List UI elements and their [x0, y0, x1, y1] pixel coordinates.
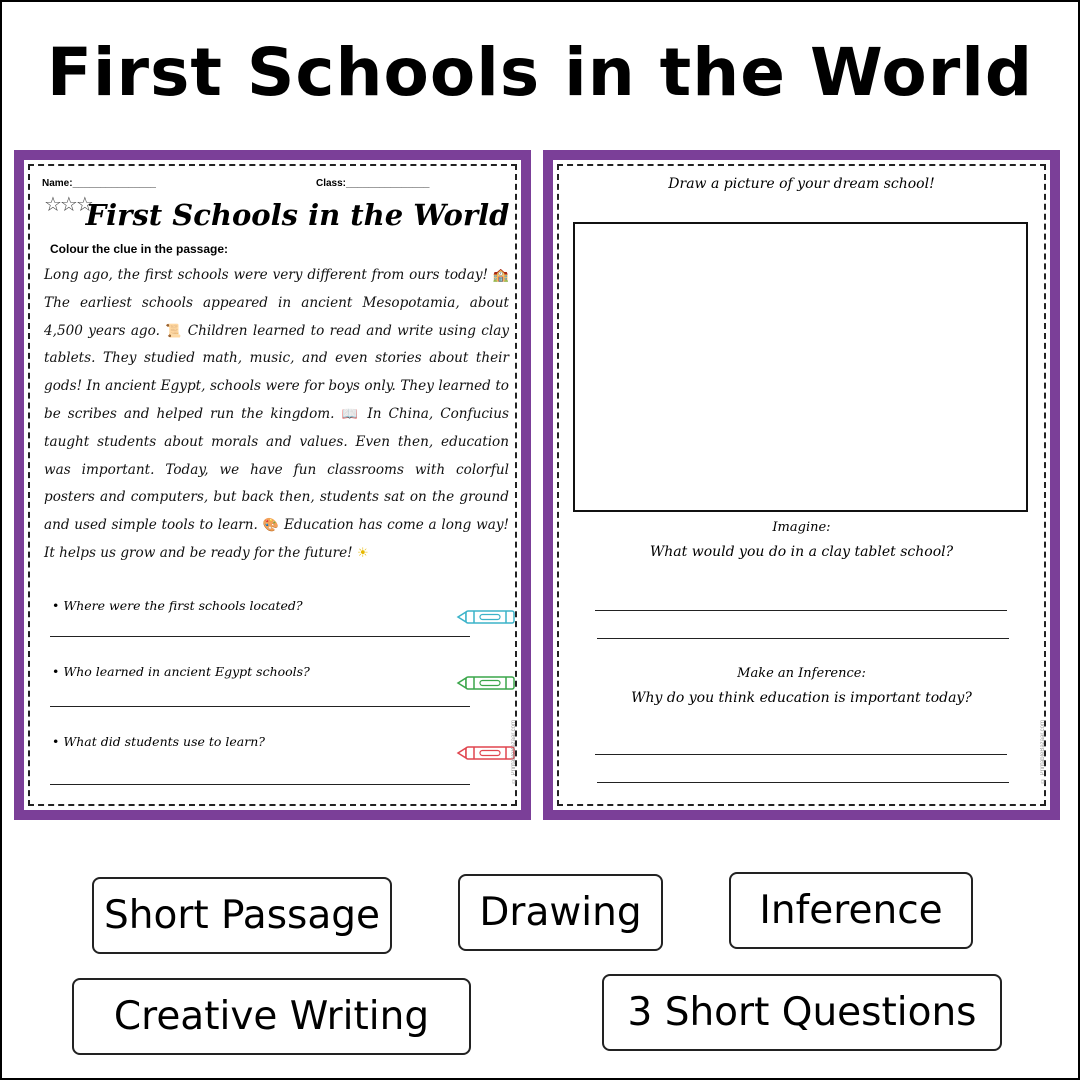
page-title: First Schools in the World: [46, 34, 1034, 111]
imagine-question: What would you do in a clay tablet school?: [649, 544, 954, 560]
passage-text: Education has come a long way! It helps us grow and be ready for the future!: [44, 517, 509, 561]
school-icon: 🏫: [492, 268, 509, 283]
worksheet-passage-page: [14, 150, 531, 820]
instruction-text: Colour the clue in the passage:: [50, 242, 229, 256]
watermark: © PrintableBazaar.com: [511, 720, 517, 784]
passage-text: Long ago, the first schools were very different from ours today!: [44, 267, 493, 283]
worksheet-inner: [553, 160, 1050, 810]
draw-prompt: Draw a picture of your dream school!: [668, 176, 935, 192]
crayon-icon-red: [456, 744, 518, 762]
question-text: Where were the first schools located?: [63, 598, 303, 613]
worksheet-title: First Schools in the World: [85, 198, 510, 232]
question-1: • Where were the first schools located?: [52, 598, 303, 613]
palette-icon: 🎨: [262, 518, 280, 534]
inference-heading: Make an Inference:: [737, 666, 866, 681]
inference-question: Why do you think education is important today?: [631, 690, 972, 706]
answer-line-2[interactable]: [50, 706, 470, 707]
drawing-box[interactable]: [573, 222, 1028, 512]
crayon-icon-blue: [456, 608, 518, 626]
question-text: What did students use to learn?: [63, 734, 265, 749]
watermark: © PrintableBazaar.com: [1040, 720, 1046, 784]
class-field-label: Class:_______________: [316, 178, 430, 189]
tag-3-short-questions: 3 Short Questions: [602, 974, 1002, 1051]
imagine-answer-line-1[interactable]: [595, 610, 1007, 611]
inference-answer-line-2[interactable]: [597, 782, 1009, 783]
question-3: • What did students use to learn?: [52, 734, 265, 749]
crayon-icon-green: [456, 674, 518, 692]
inference-answer-line-1[interactable]: [595, 754, 1007, 755]
passage-text: In China, Confucius taught students about morals and values. Even then, education was important. Today, we have fun classrooms with colorful posters and computers, but back then, students sat on the ground and used simple tools to learn.: [44, 405, 510, 534]
sun-icon: ☀: [356, 545, 369, 561]
question-text: Who learned in ancient Egypt schools?: [63, 664, 310, 679]
passage-text: Children learned to read and write using clay tablets. They studied math, music, and even stories about their gods! In ancient Egypt, schools were for boys only. They learned to be scribes and helped run the kingdom.: [44, 322, 509, 422]
tag-short-passage: Short Passage: [92, 877, 392, 954]
question-2: • Who learned in ancient Egypt schools?: [52, 664, 310, 679]
tag-creative-writing: Creative Writing: [72, 978, 471, 1055]
rating-stars-icon: ☆☆☆: [44, 192, 92, 216]
reading-passage: [44, 262, 509, 568]
tag-drawing: Drawing: [458, 874, 663, 951]
name-field-label: Name:_______________: [42, 178, 156, 189]
answer-line-3[interactable]: [50, 784, 470, 785]
imagine-heading: Imagine:: [772, 520, 831, 535]
tag-inference: Inference: [729, 872, 973, 949]
worksheet-activity-page: [543, 150, 1060, 820]
imagine-answer-line-2[interactable]: [597, 638, 1009, 639]
book-icon: 📖: [341, 406, 361, 422]
worksheet-inner: [24, 160, 521, 810]
scroll-icon: 📜: [165, 323, 183, 339]
passage-text: The earliest schools appeared in ancient Mesopotamia, about 4,500 years ago.: [44, 294, 509, 339]
answer-line-1[interactable]: [50, 636, 470, 637]
